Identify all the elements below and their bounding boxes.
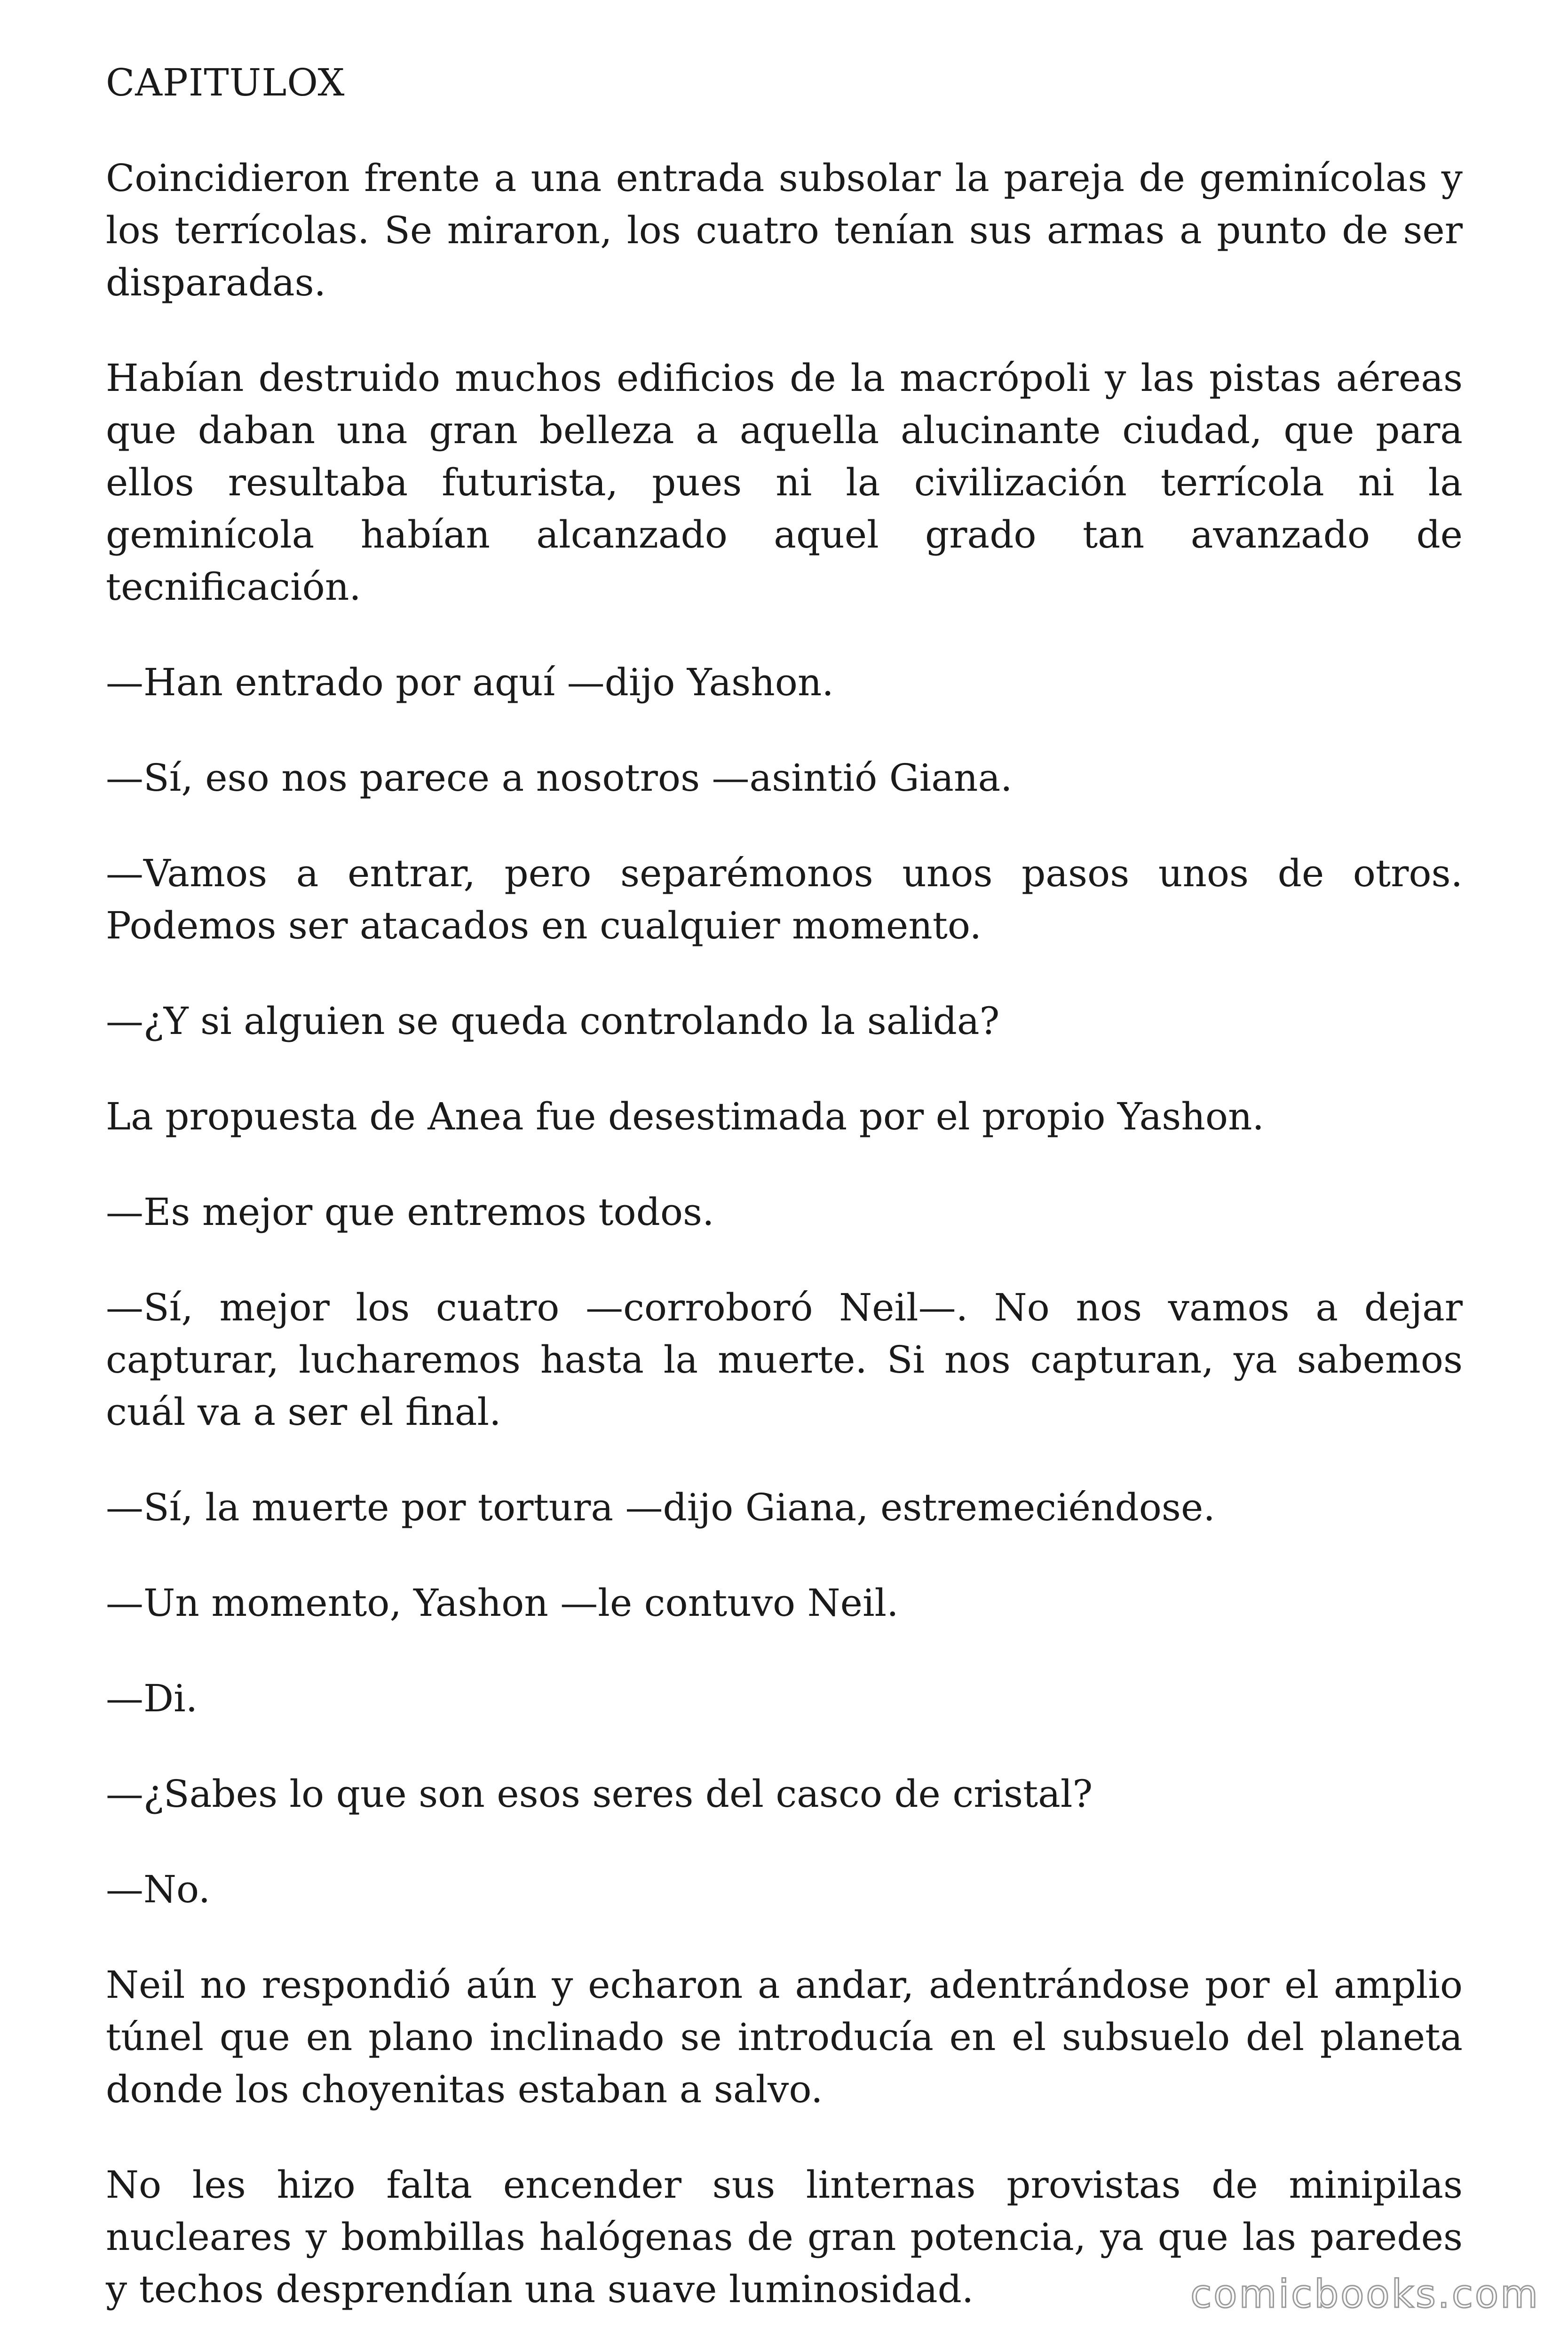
paragraph: —Vamos a entrar, pero separémonos unos pasos unos de otros. Podemos ser atacados en cualquier momento.: [106, 851, 1463, 947]
paragraph: La propuesta de Anea fue desestimada por el propio Yashon.: [106, 1095, 1264, 1138]
paragraph: No les hizo falta encender sus linternas provistas de minipilas nucleares y bombillas halógenas de gran potencia, ya que las paredes y techos desprendían una suave luminosidad.: [106, 2163, 1463, 2311]
paragraph: Habían destruido muchos edificios de la macrópoli y las pistas aéreas que daban una gran belleza a aquella alucinante ciudad, que para ellos resultaba futurista, pues ni la civilización terrícola ni la geminícola habían alcanzado aquel grado tan avanzado de tecnificación.: [106, 356, 1463, 609]
paragraph: Coincidieron frente a una entrada subsolar la pareja de geminícolas y los terrícolas. Se miraron, los cuatro tenían sus armas a punto de ser disparadas.: [106, 156, 1463, 304]
paragraph: Neil no respondió aún y echaron a andar, adentrándose por el amplio túnel que en plano inclinado se introducía en el subsuelo del planeta donde los choyenitas estaban a salvo.: [106, 1963, 1463, 2111]
paragraph: —¿Y si alguien se queda controlando la salida?: [106, 999, 1000, 1043]
paragraph: —Han entrado por aquí —dijo Yashon.: [106, 660, 834, 704]
paragraph: —Sí, eso nos parece a nosotros —asintió Giana.: [106, 756, 1013, 800]
paragraph: —Es mejor que entremos todos.: [106, 1190, 714, 1234]
paragraph: —Un momento, Yashon —le contuvo Neil.: [106, 1581, 899, 1625]
paragraph: —No.: [106, 1867, 211, 1911]
book-page: [106, 56, 1463, 2352]
paragraph: —¿Sabes lo que son esos seres del casco de cristal?: [106, 1772, 1093, 1816]
paragraph: —Di.: [106, 1677, 198, 1720]
paragraph: —Sí, mejor los cuatro —corroboró Neil—. No nos vamos a dejar capturar, lucharemos hasta la muerte. Si nos capturan, ya sabemos cuál va a ser el final.: [106, 1286, 1463, 1434]
chapter-heading: CAPITULOX: [106, 61, 345, 104]
watermark: comicbooks.com: [1190, 2272, 1540, 2317]
paragraph: —Sí, la muerte por tortura —dijo Giana, estremeciéndose.: [106, 1486, 1215, 1529]
